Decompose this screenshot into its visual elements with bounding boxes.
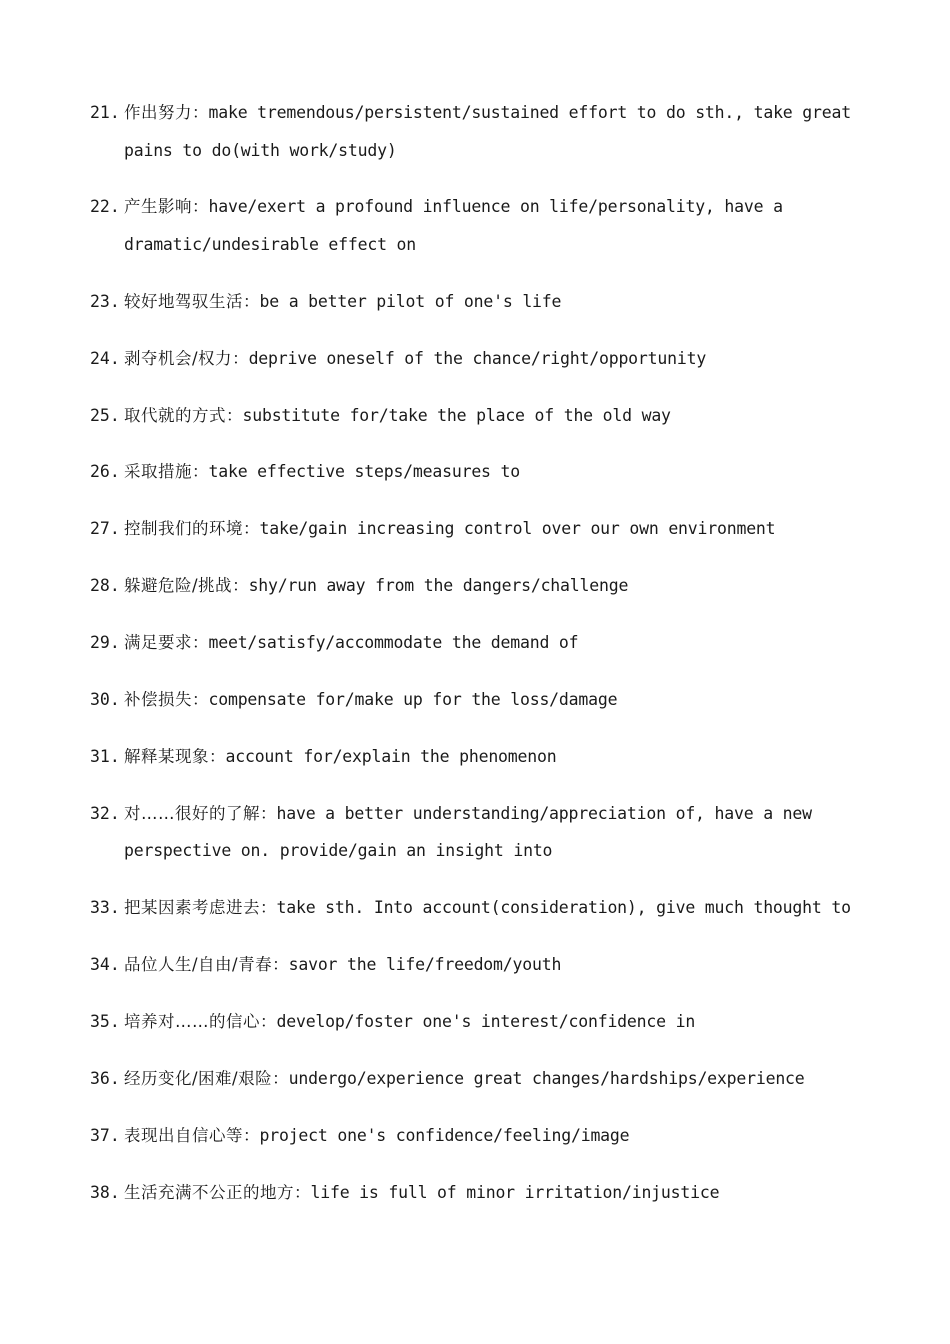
separator: ： <box>192 633 209 653</box>
english-phrase: deprive oneself of the chance/right/opportunity <box>248 348 707 368</box>
separator: ： <box>272 1068 289 1088</box>
separator: ： <box>294 1182 311 1202</box>
english-phrase: make tremendous/persistent/sustained effort to do sth., take great pains to do(with work/study) <box>124 103 851 160</box>
separator: ： <box>260 898 277 918</box>
english-phrase: be a better pilot of one's life <box>259 291 562 311</box>
list-item <box>90 1060 890 1098</box>
item-number: 25. <box>90 405 120 425</box>
item-number: 37. <box>90 1125 120 1145</box>
item-number: 36. <box>90 1068 120 1088</box>
list-item <box>90 1174 890 1212</box>
list-item <box>90 94 890 169</box>
english-phrase: have/exert a profound influence on life/personality, have a dramatic/undesirable effect on <box>124 197 783 254</box>
list-item <box>90 340 890 378</box>
english-phrase: substitute for/take the place of the old way <box>242 405 671 425</box>
chinese-term: 生活充满不公正的地方 <box>124 1182 294 1202</box>
english-phrase: savor the life/freedom/youth <box>288 955 562 975</box>
list-item <box>90 188 890 263</box>
chinese-term: 满足要求 <box>124 633 192 653</box>
chinese-term: 对……很好的了解 <box>124 803 260 823</box>
list-item <box>90 889 890 927</box>
chinese-term: 剥夺机会/权力 <box>124 348 233 368</box>
chinese-term: 控制我们的环境 <box>124 519 243 539</box>
chinese-term: 产生影响 <box>124 197 192 217</box>
phrase-list <box>90 94 890 1231</box>
item-number: 27. <box>90 519 120 539</box>
item-number: 31. <box>90 746 120 766</box>
chinese-term: 经历变化/困难/艰险 <box>124 1068 273 1088</box>
item-number: 23. <box>90 291 120 311</box>
item-number: 29. <box>90 633 120 653</box>
item-number: 33. <box>90 898 120 918</box>
separator: ： <box>243 1125 260 1145</box>
separator: ： <box>226 405 243 425</box>
list-item <box>90 738 890 776</box>
separator: ： <box>243 519 260 539</box>
item-number: 30. <box>90 690 120 710</box>
separator: ： <box>232 576 249 596</box>
chinese-term: 作出努力 <box>124 103 192 122</box>
item-number: 32. <box>90 803 120 823</box>
english-phrase: have a better understanding/appreciation of, have a new perspective on. provide/gain an insight into <box>124 803 812 861</box>
list-item <box>90 397 890 435</box>
separator: ： <box>192 690 209 710</box>
english-phrase: take effective steps/measures to <box>208 462 520 482</box>
item-number: 28. <box>90 576 120 596</box>
english-phrase: take sth. Into account(consideration), give much thought to <box>276 898 851 918</box>
chinese-term: 把某因素考虑进去 <box>124 898 260 918</box>
item-number: 21. <box>90 103 120 122</box>
list-item <box>90 795 890 870</box>
chinese-term: 培养对……的信心 <box>124 1011 260 1031</box>
list-item <box>90 510 890 548</box>
english-phrase: undergo/experience great changes/hardships/experience <box>288 1068 805 1088</box>
separator: ： <box>243 291 260 311</box>
item-number: 24. <box>90 348 120 368</box>
item-number: 38. <box>90 1182 120 1202</box>
list-item <box>90 283 890 321</box>
separator: ： <box>192 462 209 482</box>
separator: ： <box>272 955 289 975</box>
list-item <box>90 946 890 984</box>
english-phrase: account for/explain the phenomenon <box>225 746 557 766</box>
english-phrase: develop/foster one's interest/confidence in <box>276 1011 696 1031</box>
separator: ： <box>260 803 277 823</box>
list-item <box>90 1117 890 1155</box>
chinese-term: 补偿损失 <box>124 690 192 710</box>
english-phrase: meet/satisfy/accommodate the demand of <box>208 633 579 653</box>
item-number: 35. <box>90 1011 120 1031</box>
separator: ： <box>192 103 209 122</box>
item-number: 26. <box>90 462 120 482</box>
item-number: 22. <box>90 197 120 217</box>
separator: ： <box>209 746 226 766</box>
list-item <box>90 1003 890 1041</box>
separator: ： <box>232 348 249 368</box>
english-phrase: life is full of minor irritation/injustice <box>310 1182 720 1202</box>
separator: ： <box>192 197 209 217</box>
chinese-term: 表现出自信心等 <box>124 1125 243 1145</box>
list-item <box>90 567 890 605</box>
chinese-term: 躲避危险/挑战 <box>124 576 233 596</box>
english-phrase: compensate for/make up for the loss/damage <box>208 690 618 710</box>
item-number: 34. <box>90 955 120 975</box>
english-phrase: take/gain increasing control over our own environment <box>259 519 776 539</box>
chinese-term: 采取措施 <box>124 462 192 482</box>
list-item <box>90 624 890 662</box>
chinese-term: 较好地驾驭生活 <box>124 291 243 311</box>
chinese-term: 解释某现象 <box>124 746 209 766</box>
list-item <box>90 453 890 491</box>
chinese-term: 品位人生/自由/青春 <box>124 955 273 975</box>
english-phrase: project one's confidence/feeling/image <box>259 1125 630 1145</box>
list-item <box>90 681 890 719</box>
english-phrase: shy/run away from the dangers/challenge <box>248 576 629 596</box>
separator: ： <box>260 1011 277 1031</box>
chinese-term: 取代就的方式 <box>124 405 226 425</box>
